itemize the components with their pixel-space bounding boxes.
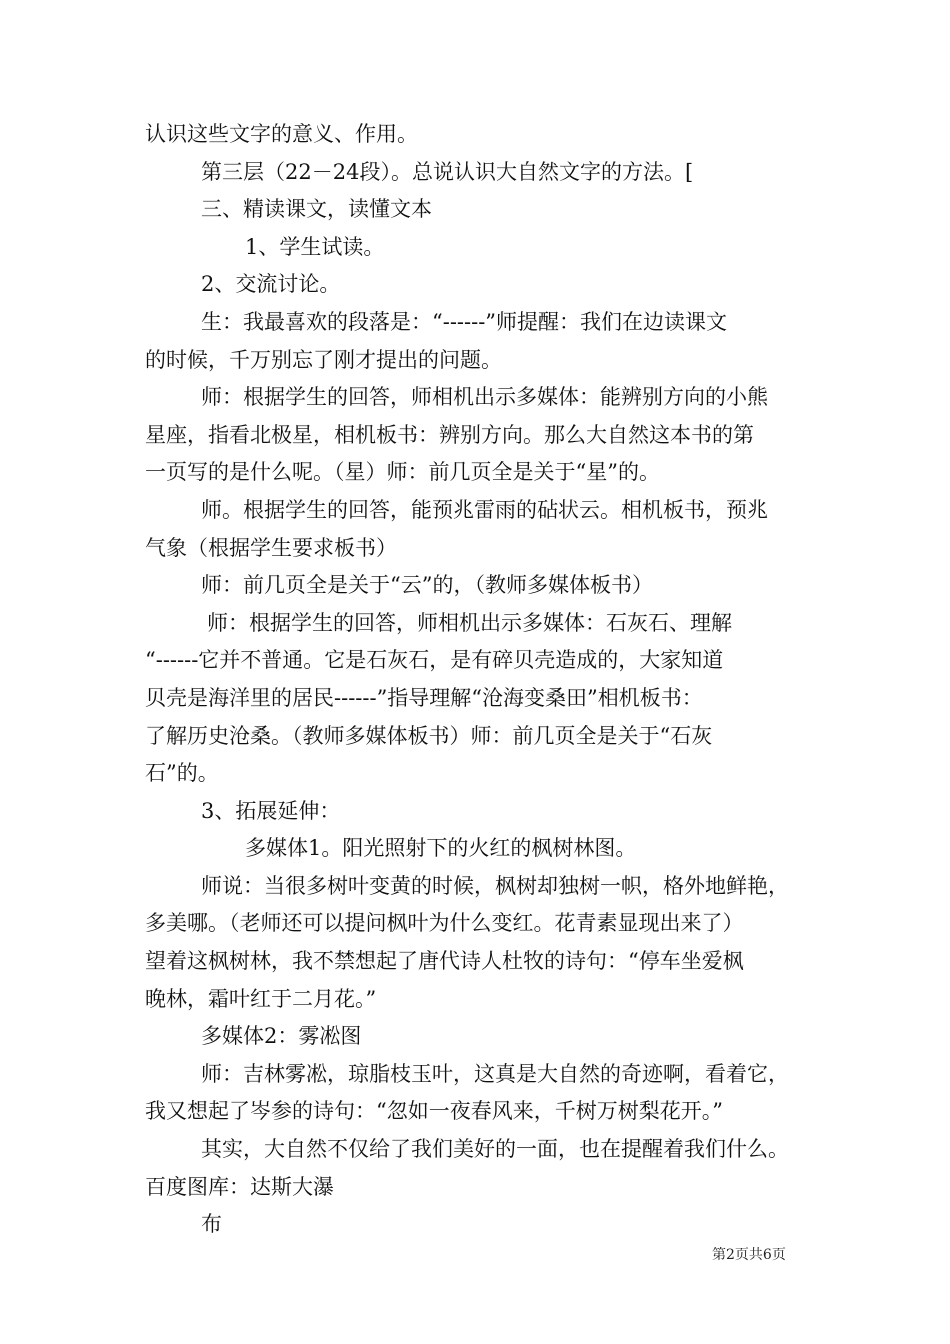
text-line: 师：吉林雾凇，琼脂枝玉叶，这真是大自然的奇迹啊，看着它， [201,1061,789,1086]
text-line: 师。根据学生的回答，能预兆雷雨的砧状云。相机板书，预兆 [201,497,768,522]
page-number: 第2页共6页 [712,1247,786,1263]
text-line: 石”的。 [145,761,219,786]
text-line: 第三层（22－24段）。总说认识大自然文字的方法。[ [201,159,694,184]
list-item: 1、学生试读。 [245,234,385,259]
text-line: 的时候，千万别忘了刚才提出的问题。 [145,347,502,372]
text-line: 气象（根据学生要求板书） [145,535,397,560]
text-line: 师说：当很多树叶变黄的时候，枫树却独树一帜，格外地鲜艳， [201,873,789,898]
text-line: 贝壳是海洋里的居民------”指导理解“沧海变桑田”相机板书： [145,685,703,710]
list-item: 3、拓展延伸： [201,798,341,823]
text-line: 师：根据学生的回答，师相机出示多媒体：石灰石、理解 [207,610,732,635]
text-line: 星座，指看北极星，相机板书：辨别方向。那么大自然这本书的第 [145,422,754,447]
text-line: 师：前几页全是关于“云”的，（教师多媒体板书） [201,573,653,598]
text-line: 生：我最喜欢的段落是：“------”师提醒：我们在边读课文 [201,309,728,334]
text-line: 我又想起了岑参的诗句：“忽如一夜春风来，千树万树梨花开。” [145,1099,723,1124]
text-line: 多美哪。（老师还可以提问枫叶为什么变红。花青素显现出来了） [145,911,744,936]
text-line: 望着这枫树林，我不禁想起了唐代诗人杜牧的诗句：“停车坐爱枫 [145,949,744,974]
document-body [145,116,817,1244]
list-item: 2、交流讨论。 [201,272,341,297]
section-heading: 三、精读课文，读懂文本 [201,197,432,222]
text-line: 多媒体1。阳光照射下的火红的枫树林图。 [245,836,637,861]
text-line: 一页写的是什么呢。（星）师：前几页全是关于“星”的。 [145,460,660,485]
text-line: “------它并不普通。它是石灰石，是有碎贝壳造成的，大家知道 [145,648,724,673]
text-line: 多媒体2：雾凇图 [201,1024,362,1049]
text-line: 百度图库：达斯大瀑 [145,1174,334,1199]
text-line: 晚林，霜叶红于二月花。” [145,986,377,1011]
text-line: 了解历史沧桑。（教师多媒体板书）师：前几页全是关于“石灰 [145,723,713,748]
text-line: 布 [201,1212,222,1237]
text-line: 师：根据学生的回答，师相机出示多媒体：能辨别方向的小熊 [201,385,768,410]
text-line: 其实，大自然不仅给了我们美好的一面，也在提醒着我们什么。 [201,1137,789,1162]
text-line: 认识这些文字的意义、作用。 [145,122,418,146]
